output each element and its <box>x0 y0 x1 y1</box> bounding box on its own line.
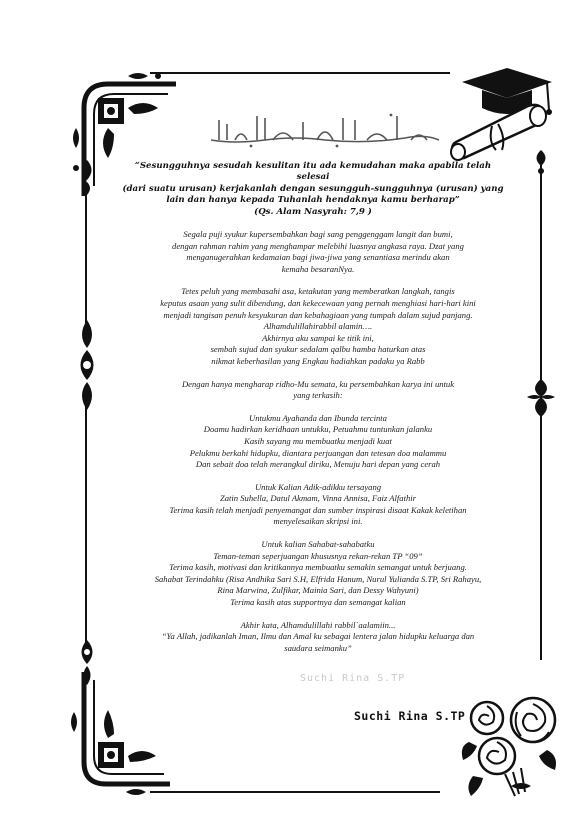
border-left-line-upper <box>85 190 87 325</box>
border-left-line-lower <box>85 405 87 645</box>
body-line: dengan rahman rahim yang menghampar melebihi luasnya angkasa raya. Dzat yang <box>172 240 464 251</box>
body-line: Kasih sayang mu membuatku menjadi kuat <box>244 435 392 446</box>
body-line: menganugerahkan kedamaian bagi jiwa-jiwa yang senantiasa merindu akan <box>186 252 450 263</box>
body-line: Pelukmu berkahi hidupku, diantara perjuangan dan tetesan doa malammu <box>189 447 447 458</box>
body-line: Zatin Suhella, Datul Akmam, Vinna Annisa, Faiz Alfathir <box>219 493 417 504</box>
corner-ornament-bottom-left <box>66 672 171 797</box>
fleuron-left-top <box>72 160 102 195</box>
body-line: Doamu hadirkan keridhaan untukku, Petuahmu tuntunkan jalanku <box>203 424 433 435</box>
body-line: sembah sujud dan syukur sedalam qalbu hamba haturkan atas <box>210 344 426 355</box>
dedication-body <box>118 229 518 654</box>
basmalah-calligraphy <box>205 110 445 150</box>
body-line: kemaha besaranNya. <box>281 263 355 274</box>
body-line: “Ya Allah, jadikanlah Iman, Ilmu dan Amal ku sebagai lentera jalan hidupku keluarga dan <box>161 631 475 642</box>
border-right-line-upper <box>540 165 542 370</box>
paragraph-siblings <box>118 482 518 528</box>
body-line: Dan sebait doa telah merangkul diriku, Menuju hari depan yang cerah <box>195 459 441 470</box>
body-line: Rina Marwina, Zulfikar, Mainia Sari, dan Dessy Wahyuni) <box>217 585 419 596</box>
fleuron-right-top <box>526 150 556 175</box>
body-line: menjadi tangisan penuh kesyukuran dan kebahagiaan yang tumpah dalam sujud panjang. <box>163 309 473 320</box>
paragraph-praise <box>118 229 518 275</box>
body-line: Segala puji syukur kupersembahkan bagi sang penggenggam langit dan bumi, <box>183 229 453 239</box>
body-line: nikmat keberhasilan yang Engkau hadiahkan padaku ya Rabb <box>211 355 425 366</box>
fleuron-right-middle <box>525 365 557 430</box>
quote-line: “Sesungguhnya sesudah kesulitan itu ada kemudahan maka apabila telah selesai <box>134 161 492 183</box>
quote-citation: (Qs. Alam Nasyrah: 7,9 ) <box>254 206 372 217</box>
quran-quote <box>118 161 508 218</box>
body-line: Terima kasih atas supportnya dan semangat kalian <box>230 597 406 608</box>
body-line: Akhir kata, Alhamdulillahi rabbil`aalamiin... <box>240 619 396 630</box>
body-line: keputus asaan yang sulit dibendung, dan kekecewaan yang pernah menghiasi hari-hari kini <box>160 297 476 308</box>
body-line: Untuk Kalian Adik-adikku tersayang <box>254 481 382 492</box>
border-top-line <box>150 72 450 74</box>
border-bottom-line <box>150 791 440 793</box>
paragraph-parents <box>118 413 518 471</box>
roses-bouquet-icon <box>455 690 565 800</box>
fleuron-left-upper <box>72 320 102 410</box>
author-signature: Suchi Rina S.TP <box>354 709 466 723</box>
faint-signature-shadow: Suchi Rina S.TP <box>300 673 406 684</box>
body-line: Tetes peluh yang membasahi asa, ketakutan yang memberatkan langkah, tangis <box>181 286 455 297</box>
body-line: Alhamdulillahirabbil alamin…. <box>263 321 373 332</box>
body-line: Terima kasih, motivasi dan kritikannya membuatku semakin semangat untuk berjuang. <box>169 562 467 573</box>
body-line: Terima kasih telah menjadi penyemangat dan sumber inspirasi disaat Kakak keletihan <box>169 504 467 515</box>
body-line: Dengan hanya mengharap ridho-Mu semata, ku persembahkan karya ini untuk <box>181 378 455 389</box>
body-line: Teman-teman seperjuangan khususnya rekan-rekan TP “09” <box>213 550 423 561</box>
paragraph-gratitude <box>118 286 518 367</box>
border-right-line-lower <box>540 425 542 660</box>
paragraph-closing <box>118 620 518 655</box>
paragraph-friends <box>118 539 518 609</box>
body-line: yang terkasih: <box>293 390 343 401</box>
body-line: saudara seimanku” <box>284 642 352 653</box>
quote-line: lain dan hanya kepada Tuhanlah hendaknya kamu berharap” <box>166 195 460 206</box>
body-line: menyelesaikan skripsi ini. <box>273 516 363 527</box>
body-line: Untuk kalian Sahabat-sahabatku <box>261 539 375 550</box>
body-line: Untukmu Ayahanda dan Ibunda tercinta <box>249 412 387 423</box>
body-line: Akhirnya aku sampai ke titik ini, <box>262 332 374 343</box>
quote-line: (dari suatu urusan) kerjakanlah dengan sesungguh-sungguhnya (urusan) yang <box>122 183 504 194</box>
body-line: Sahabat Terindahku (Risa Andhika Sari S.H, Elfrida Hanum, Nurul Yulianda S.TP, Sri Rahayu, <box>154 573 482 584</box>
paragraph-dedication-intro <box>118 379 518 402</box>
